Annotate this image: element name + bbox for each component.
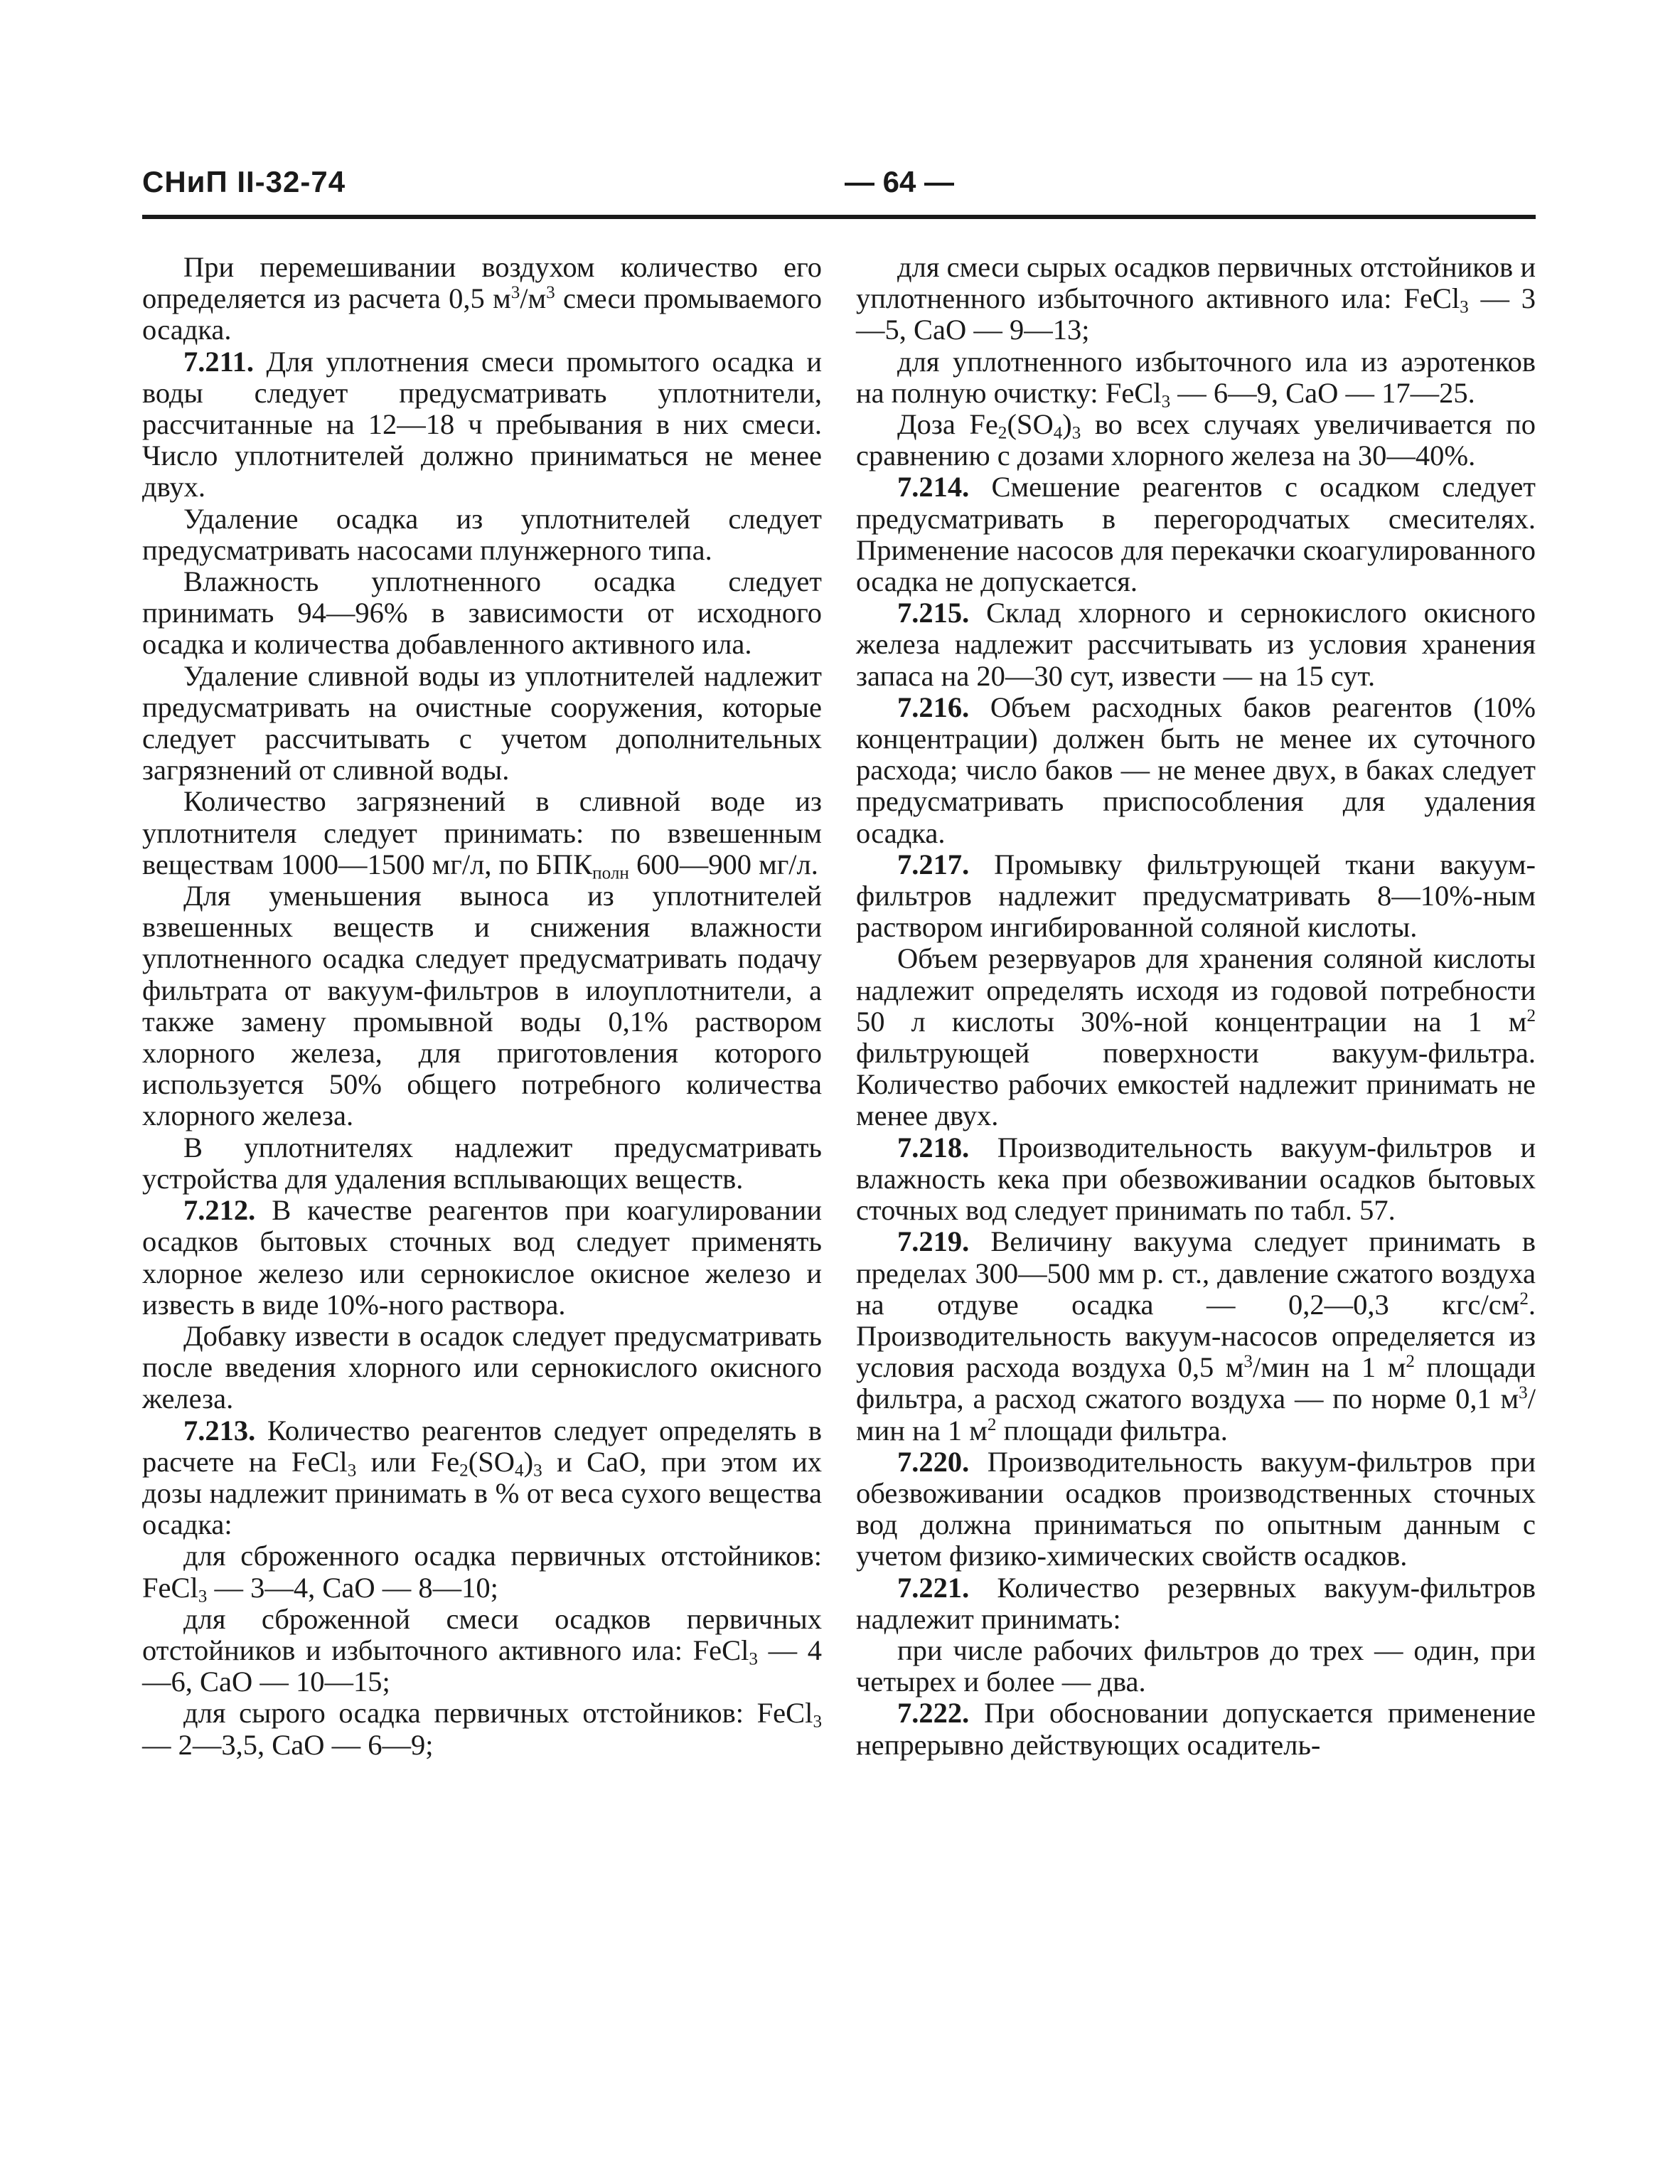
paragraph-text: Влажность уплотненного осадка следует принимать 94—96% в зависимости от исходного осадка и количества добавленного активного ила. [142, 565, 822, 661]
paragraph [856, 345, 1536, 412]
clause-number: 7.220. [897, 1445, 970, 1478]
paragraph-text: Объем расходных баков реагентов (10% концентрации) должен быть не менее их суточного расхода; число баков — не менее двух, в баках следует предусматривать приспособления для удаления осадка. [856, 691, 1536, 849]
paragraph [142, 1540, 822, 1606]
paragraph-text: В уплотнителях надлежит предусматривать устройства для удаления всплывающих веществ. [142, 1131, 822, 1195]
paragraph-text: Для уплотнения смеси промытого осадка и воды следует предусматривать уплотнители, рассчитанные на 12—18 ч пребывания в них смеси. Число уплотнителей должно приниматься не менее двух. [142, 345, 823, 504]
clause-number: 7.219. [897, 1225, 970, 1258]
paragraph [142, 785, 822, 883]
clause-number: 7.216. [897, 691, 970, 723]
clause-number: 7.218. [897, 1131, 970, 1163]
paragraph-text: Производительность вакуум-фильтров при обезвоживании осадков производственных сточных вод должна приниматься по опытным данным с учетом физико-химических свойств осадков. [856, 1445, 1536, 1572]
paragraph-text: Производительность вакуум-фильтров и влажность кека при обезвоживании осадков бытовых сточных вод следует принимать по табл. 57. [856, 1131, 1536, 1227]
paragraph [142, 880, 822, 1132]
paragraph [856, 1447, 1536, 1572]
paragraph [142, 1604, 822, 1698]
paragraph [142, 346, 822, 504]
paragraph-text: Промывку фильтрующей ткани вакуум-фильтров надлежит предусматривать 8—10%-ным раствором ингибированной соляной кислоты. [856, 848, 1536, 944]
paragraph [142, 1415, 822, 1541]
paragraph [142, 504, 822, 566]
left-column [142, 252, 822, 1761]
clause-number: 7.221. [897, 1571, 970, 1604]
paragraph-text: для смеси сырых осадков первичных отстойников и уплотненного избыточного активного ила: FeCl$_3$ — 3—5, CaO — 9—13; [856, 251, 1536, 346]
paragraph [142, 1698, 822, 1760]
paragraph-text: Удаление осадка из уплотнителей следует предусматривать насосами плунжерного типа. [142, 502, 822, 566]
paragraph [856, 1572, 1536, 1635]
paragraph-text: Величину вакуума следует принимать в пределах 300—500 мм р. ст., давление сжатого воздуха на отдуве осадка — 0,2—0,3 кгс/$см^2$. Производительность вакуум-насосов определяется из условия расхода воздуха 0,5 $м^3$/мин на 1 $м^2$ площади фильтра, а расход сжатого воздуха — по норме 0,1 $м^3$/мин на 1 $м^2$ площади фильтра. [856, 1225, 1536, 1447]
paragraph [856, 409, 1536, 472]
clause-number: 7.212. [183, 1194, 256, 1227]
paragraph-text: Количество резервных вакуум-фильтров надлежит принимать: [856, 1571, 1536, 1635]
paragraph [856, 1635, 1536, 1698]
paragraph-text: для сброженного осадка первичных отстойников: FeCl$_3$ — 3—4, CaO — 8—10; [142, 1540, 822, 1606]
paragraph [142, 661, 822, 787]
paragraph-text: Для уменьшения выноса из уплотнителей взвешенных веществ и снижения влажности уплотненного осадка следует предусматривать подачу фильтрата от вакуум-фильтров в илоуплотнители, а также замену промывной воды 0,1% раствором хлорного железа, для приготовления которого используется 50% общего потребного количества хлорного железа. [142, 880, 822, 1132]
paragraph [856, 1698, 1536, 1760]
paragraph [142, 1321, 822, 1415]
paragraph [856, 597, 1536, 692]
paragraph-text: для сырого осадка первичных отстойников: FeCl$_3$ — 2—3,5, CaO — 6—9; [142, 1697, 822, 1761]
paragraph [142, 1195, 822, 1321]
document-code: СНиП II-32-74 [142, 165, 346, 198]
paragraph [856, 1226, 1536, 1446]
paragraph [856, 1132, 1536, 1227]
paragraph [856, 252, 1536, 346]
paragraph [142, 252, 822, 346]
paragraph [142, 566, 822, 661]
clause-number: 7.217. [897, 848, 970, 880]
header-rule [142, 215, 1536, 219]
paragraph [856, 943, 1536, 1131]
page-header [142, 165, 1536, 215]
paragraph [856, 849, 1536, 944]
clause-number: 7.214. [897, 471, 970, 504]
paragraph-text: Доза $Fe_2(SO_4)_3$ во всех случаях увеличивается по сравнению с дозами хлорного железа на 30—40%. [856, 408, 1536, 472]
paragraph-text: При перемешивании воздухом количество его определяется из расчета 0,5 $м^3/м^3$ смеси промываемого осадка. [142, 251, 822, 346]
paragraph [856, 692, 1536, 849]
paragraph [856, 472, 1536, 597]
paragraph-text: Объем резервуаров для хранения соляной кислоты надлежит определять исходя из годовой потребности 50 л кислоты 30%-ной концентрации на 1 $м^2$ фильтрующей поверхности вакуум-фильтра. Количество рабочих емкостей надлежит принимать не менее двух. [856, 942, 1536, 1132]
clause-number: 7.215. [897, 597, 970, 629]
clause-number: 7.211. [183, 345, 255, 378]
page-number: — 64 — [844, 165, 955, 198]
paragraph-text: В качестве реагентов при коагулировании осадков бытовых сточных вод следует применять хлорное железо или сернокислое окисное железо и известь в виде 10%-ного раствора. [142, 1194, 823, 1321]
paragraph-text: При обосновании допускается применение непрерывно действующих осадитель- [856, 1697, 1536, 1761]
paragraph-text: для уплотненного избыточного ила из аэротенков на полную очистку: FeCl$_3$ — 6—9, CaO — 17—25. [856, 345, 1536, 412]
paragraph-text: Склад хлорного и сернокислого окисного железа надлежит рассчитывать из условия хранения запаса на 20—30 сут, извести — на 15 сут. [856, 597, 1536, 692]
paragraph-text: при числе рабочих фильтров до трех — один, при четырех и более — два. [856, 1634, 1536, 1698]
paragraph-text: Добавку извести в осадок следует предусматривать после введения хлорного или сернокислого окисного железа. [142, 1319, 822, 1415]
right-column [856, 252, 1536, 1761]
paragraph-text: Количество реагентов следует определять в расчете на FeCl$_3$ или $Fe_2(SO_4)_3$ и CaO, при этом их дозы надлежит принимать в % от веса сухого вещества осадка: [142, 1414, 822, 1541]
paragraph-text: Количество загрязнений в сливной воде из уплотнителя следует принимать: по взвешенным веществам 1000—1500 мг/л, по $БПК_{полн}$ 600—900 мг/л. [142, 785, 822, 883]
clause-number: 7.222. [897, 1697, 970, 1730]
paragraph [142, 1132, 822, 1195]
clause-number: 7.213. [183, 1414, 256, 1447]
paragraph-text: Смешение реагентов с осадком следует предусматривать в перегородчатых смесителях. Применение насосов для перекачки скоагулированного осадка не допускается. [856, 471, 1536, 598]
paragraph-text: для сброженной смеси осадков первичных отстойников и избыточного активного ила: FeCl$_3$ — 4—6, CaO — 10—15; [142, 1602, 822, 1698]
paragraph-text: Удаление сливной воды из уплотнителей надлежит предусматривать на очистные сооружения, которые следует рассчитывать с учетом дополнительных загрязнений от сливной воды. [142, 659, 822, 787]
